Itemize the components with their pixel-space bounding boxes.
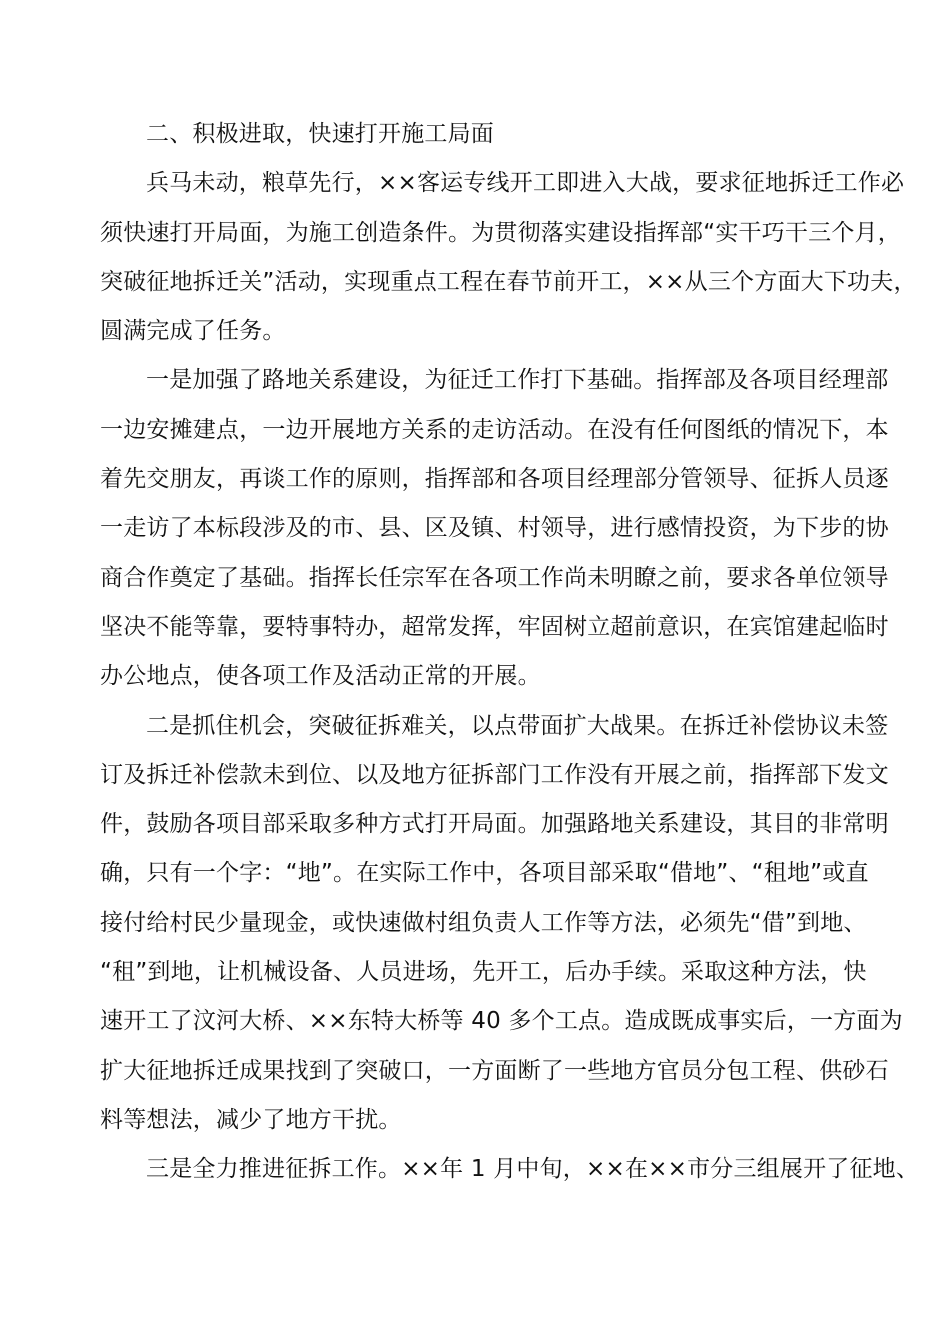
paragraph-line: “租”到地，让机械设备、人员进场，先开工，后办手续。采取这种方法，快 (100, 959, 867, 986)
paragraph-line: 订及拆迁补偿款未到位、以及地方征拆部门工作没有开展之前，指挥部下发文 (100, 761, 889, 788)
paragraph-3 (100, 702, 903, 1146)
paragraph-line: 兵马未动，粮草先行，××客运专线开工即进入大战，要求征地拆迁工作必 (146, 170, 905, 197)
paragraph-line: 着先交朋友，再谈工作的原则，指挥部和各项目经理部分管领导、征拆人员逐 (100, 466, 889, 493)
paragraph-line: 速开工了汶河大桥、××东特大桥等 40 多个工点。造成既成事实后，一方面为 (100, 1008, 903, 1035)
section-heading: 二、积极进取，快速打开施工局面 (146, 121, 494, 147)
paragraph-line: 须快速打开局面，为施工创造条件。为贯彻落实建设指挥部“实干巧干三个月， (100, 219, 901, 246)
paragraph-4 (100, 1145, 920, 1194)
paragraph-line: 确，只有一个字：“地”。在实际工作中，各项目部采取“借地”、“租地”或直 (100, 860, 869, 887)
paragraph-line: 突破征地拆迁关”活动，实现重点工程在春节前开工，××从三个方面大下功夫， (100, 268, 917, 295)
paragraph-line: 办公地点，使各项工作及活动正常的开展。 (100, 663, 541, 690)
paragraph-line: 一走访了本标段涉及的市、县、区及镇、村领导，进行感情投资，为下步的协 (100, 515, 889, 542)
paragraph-line: 件，鼓励各项目部采取多种方式打开局面。加强路地关系建设，其目的非常明 (100, 811, 889, 838)
paragraph-line: 二是抓住机会，突破征拆难关，以点带面扩大战果。在拆迁补偿协议未签 (146, 712, 889, 739)
paragraph-line: 接付给村民少量现金，或快速做村组负责人工作等方法，必须先“借”到地、 (100, 909, 867, 936)
document-body (100, 110, 920, 1195)
paragraph-line: 扩大征地拆迁成果找到了突破口，一方面断了一些地方官员分包工程、供砂石 (100, 1057, 889, 1084)
paragraph-line: 商合作奠定了基础。指挥长任宗军在各项工作尚未明瞭之前，要求各单位领导 (100, 564, 889, 591)
paragraph-line: 料等想法，减少了地方干扰。 (100, 1106, 402, 1133)
paragraph-line: 三是全力推进征拆工作。××年 1 月中旬，××在××市分三组展开了征地、 (146, 1156, 920, 1183)
paragraph-line: 一边安摊建点，一边开展地方关系的走访活动。在没有任何图纸的情况下，本 (100, 416, 889, 443)
paragraph-2 (100, 356, 889, 701)
paragraph-1 (100, 159, 917, 356)
paragraph-line: 圆满完成了任务。 (100, 318, 286, 345)
paragraph-line: 坚决不能等靠，要特事特办，超常发挥，牢固树立超前意识，在宾馆建起临时 (100, 613, 889, 640)
paragraph-line: 一是加强了路地关系建设，为征迁工作打下基础。指挥部及各项目经理部 (146, 367, 889, 394)
